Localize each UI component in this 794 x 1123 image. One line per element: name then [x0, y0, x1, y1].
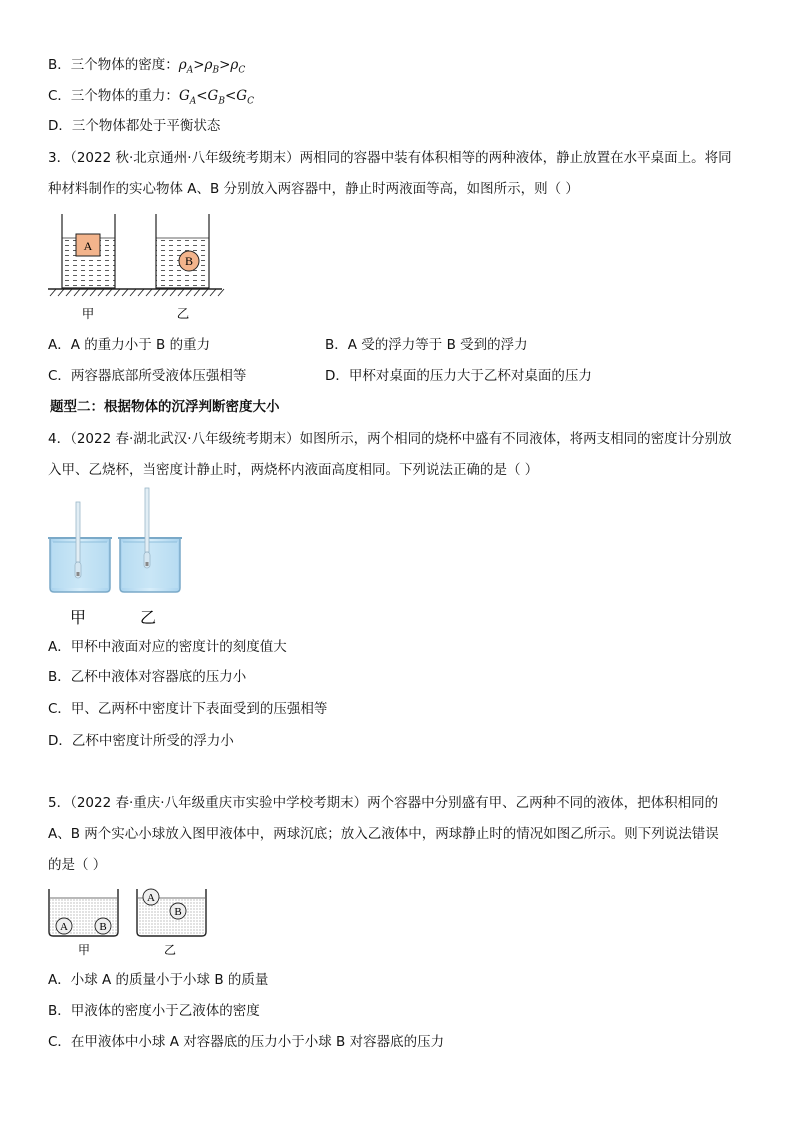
- q5-right-label-b: B: [174, 906, 182, 918]
- q3-option-c: C．两容器底部所受液体压强相等: [48, 368, 247, 384]
- q4-hydrometer-left: [75, 502, 81, 578]
- q3-label-b: B: [184, 254, 194, 268]
- q2-option-b-formula: $\rho_A>\rho_B>\rho_C$: [178, 57, 246, 76]
- q5-option-c: C．在甲液体中小球 A 对容器底的压力小于小球 B 对容器底的压力: [48, 1034, 445, 1050]
- q5-stem-line1: 5．（2022 春·重庆·八年级重庆市实验中学校考期末）两个容器中分别盛有甲、乙两种不同的液体，把体积相同的: [48, 795, 719, 811]
- q4-stem-line2: 入甲、乙烧杯，当密度计静止时，两烧杯内液面高度相同。下列说法正确的是（ ）: [48, 462, 539, 478]
- q4-option-c: C．甲、乙两杯中密度计下表面受到的压强相等: [48, 701, 328, 717]
- q3-container-right: [156, 214, 209, 288]
- q4-option-b: B．乙杯中液体对容器底的压力小: [48, 669, 247, 685]
- q5-right-label-a: A: [147, 892, 155, 904]
- q3-container-left: [62, 214, 115, 288]
- q3-stem-line2: 种材料制作的实心物体 A、B 分别放入两容器中，静止时两液面等高，如图所示，则（ ）: [48, 181, 579, 197]
- q3-caption-left: 甲: [81, 306, 95, 321]
- q4-caption-left: 甲: [69, 608, 87, 627]
- q4-hydrometer-right: [144, 488, 150, 568]
- q2-option-b: B．三个物体的密度：$\rho_A>\rho_B>\rho_C$: [48, 57, 246, 76]
- q2-option-c: C．三个物体的重力：$G_A<G_B<G_C$: [48, 88, 254, 107]
- q3-label-a: A: [83, 239, 93, 253]
- q3-stem-line1: 3．（2022 秋·北京通州·八年级统考期末）两相同的容器中装有体积相等的两种液体，静止放置在水平桌面上。将同: [48, 150, 732, 166]
- q5-option-b: B．甲液体的密度小于乙液体的密度: [48, 1003, 260, 1019]
- q5-figure: [46, 884, 211, 962]
- q3-option-a: A．A 的重力小于 B 的重力: [48, 337, 211, 353]
- q5-caption-right: 乙: [163, 943, 177, 957]
- q4-figure: [46, 484, 186, 629]
- q4-option-a: A．甲杯中液面对应的密度计的刻度值大: [48, 639, 287, 655]
- q5-left-label-b: B: [99, 921, 107, 933]
- q4-stem-line1: 4．（2022 春·湖北武汉·八年级统考期末）如图所示，两个相同的烧杯中盛有不同液体，将两支相同的密度计分别放: [48, 431, 732, 447]
- q3-option-d: D．甲杯对桌面的压力大于乙杯对桌面的压力: [325, 368, 592, 384]
- q5-container-right: [137, 889, 206, 936]
- q5-stem-line2: A、B 两个实心小球放入图甲液体中，两球沉底；放入乙液体中，两球静止时的情况如图乙所示。则下列说法错误: [48, 826, 719, 842]
- q5-stem-line3: 的是（ ）: [48, 857, 107, 873]
- q3-caption-right: 乙: [176, 306, 190, 321]
- q5-left-label-a: A: [60, 921, 68, 933]
- q2-option-d: D．三个物体都处于平衡状态: [48, 118, 221, 134]
- q3-option-b: B．A 受的浮力等于 B 受到的浮力: [325, 337, 528, 353]
- q5-caption-left: 甲: [77, 943, 91, 957]
- q5-option-a: A．小球 A 的质量小于小球 B 的质量: [48, 972, 269, 988]
- section-title: 题型二：根据物体的沉浮判断密度大小: [50, 399, 280, 415]
- q4-option-d: D．乙杯中密度计所受的浮力小: [48, 733, 234, 749]
- q3-figure: [48, 208, 228, 323]
- q5-container-left: [49, 889, 118, 936]
- q4-caption-right: 乙: [139, 608, 157, 627]
- q3-table-surface: [48, 289, 224, 296]
- q2-option-c-formula: $G_A<G_B<G_C$: [178, 88, 254, 107]
